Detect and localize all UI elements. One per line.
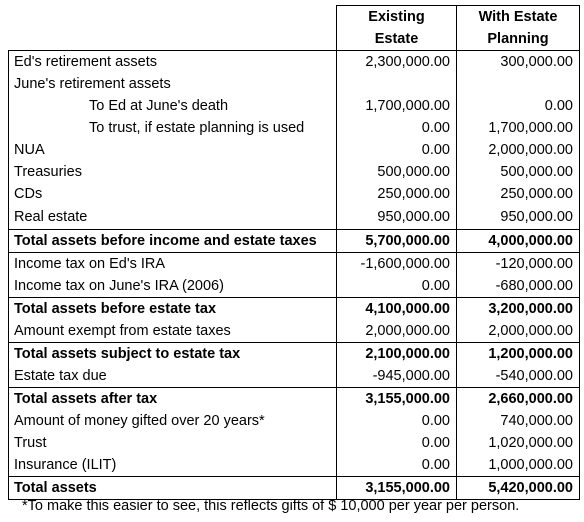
existing-estate-value: 3,155,000.00 [337,388,457,411]
estate-planning-value: 2,000,000.00 [457,320,580,343]
total-row [9,230,580,253]
row-label: Amount exempt from estate taxes [9,320,337,343]
estate-planning-header-line2: Planning [457,28,580,51]
table-row [9,365,580,388]
estate-planning-value: 0.00 [457,95,580,117]
existing-estate-value: 5,700,000.00 [337,230,457,253]
table-row [9,73,580,95]
table-row [9,432,580,454]
table-row [9,320,580,343]
existing-estate-value: 950,000.00 [337,205,457,230]
estate-planning-value: 1,000,000.00 [457,454,580,477]
estate-planning-value: 950,000.00 [457,205,580,230]
table-row [9,95,580,117]
row-label: Total assets before income and estate taxes [9,230,337,253]
estate-planning-value: 4,000,000.00 [457,230,580,253]
existing-estate-value: 0.00 [337,275,457,298]
row-label: Total assets after tax [9,388,337,411]
table-row [9,161,580,183]
existing-estate-value: 2,100,000.00 [337,343,457,366]
row-label: Estate tax due [9,365,337,388]
header-row [9,28,580,51]
existing-estate-value: 4,100,000.00 [337,298,457,321]
existing-estate-value: 250,000.00 [337,183,457,205]
row-label: CDs [9,183,337,205]
row-label: Income tax on Ed's IRA [9,253,337,276]
header-row [9,6,580,29]
estate-planning-value: -120,000.00 [457,253,580,276]
existing-estate-value: 3,155,000.00 [337,477,457,500]
estate-planning-value: 1,700,000.00 [457,117,580,139]
table-row [9,454,580,477]
estate-planning-value: 5,420,000.00 [457,477,580,500]
total-row [9,388,580,411]
row-label: Total assets [9,477,337,500]
existing-estate-value: 2,300,000.00 [337,51,457,74]
estate-planning-value: 2,000,000.00 [457,139,580,161]
estate-planning-value: 1,020,000.00 [457,432,580,454]
existing-estate-value: 2,000,000.00 [337,320,457,343]
estate-planning-value: 740,000.00 [457,410,580,432]
estate-planning-value: 2,660,000.00 [457,388,580,411]
existing-estate-value: 0.00 [337,454,457,477]
total-row [9,343,580,366]
row-label: Trust [9,432,337,454]
total-row [9,477,580,500]
row-label: Total assets subject to estate tax [9,343,337,366]
table-row [9,205,580,230]
footnote: *To make this easier to see, this reflects gifts of $ 10,000 per year per person. [22,498,520,514]
table-row [9,253,580,276]
existing-estate-value: 0.00 [337,432,457,454]
table-row [9,51,580,74]
row-label: Treasuries [9,161,337,183]
estate-planning-value: -680,000.00 [457,275,580,298]
row-label: NUA [9,139,337,161]
existing-estate-value [337,73,457,95]
header-blank-cell [9,6,337,29]
estate-comparison-table [8,5,580,500]
row-label: Insurance (ILIT) [9,454,337,477]
total-row [9,298,580,321]
table-row [9,183,580,205]
row-label: To Ed at June's death [9,95,337,117]
estate-planning-value: -540,000.00 [457,365,580,388]
estate-planning-value: 500,000.00 [457,161,580,183]
existing-estate-header-line1: Existing [337,6,457,29]
header-blank-cell [9,28,337,51]
row-label: Amount of money gifted over 20 years* [9,410,337,432]
table-row [9,275,580,298]
existing-estate-header-line2: Estate [337,28,457,51]
row-label: Total assets before estate tax [9,298,337,321]
table-row [9,410,580,432]
existing-estate-value: 1,700,000.00 [337,95,457,117]
existing-estate-value: 0.00 [337,117,457,139]
existing-estate-value: 0.00 [337,410,457,432]
estate-planning-header-line1: With Estate [457,6,580,29]
row-label: To trust, if estate planning is used [9,117,337,139]
estate-planning-value [457,73,580,95]
row-label: June's retirement assets [9,73,337,95]
existing-estate-value: 0.00 [337,139,457,161]
existing-estate-value: 500,000.00 [337,161,457,183]
existing-estate-value: -1,600,000.00 [337,253,457,276]
estate-planning-value: 3,200,000.00 [457,298,580,321]
estate-planning-value: 250,000.00 [457,183,580,205]
table-row [9,117,580,139]
estate-planning-value: 1,200,000.00 [457,343,580,366]
row-label: Real estate [9,205,337,230]
estate-planning-value: 300,000.00 [457,51,580,74]
row-label: Ed's retirement assets [9,51,337,74]
existing-estate-value: -945,000.00 [337,365,457,388]
row-label: Income tax on June's IRA (2006) [9,275,337,298]
table-row [9,139,580,161]
